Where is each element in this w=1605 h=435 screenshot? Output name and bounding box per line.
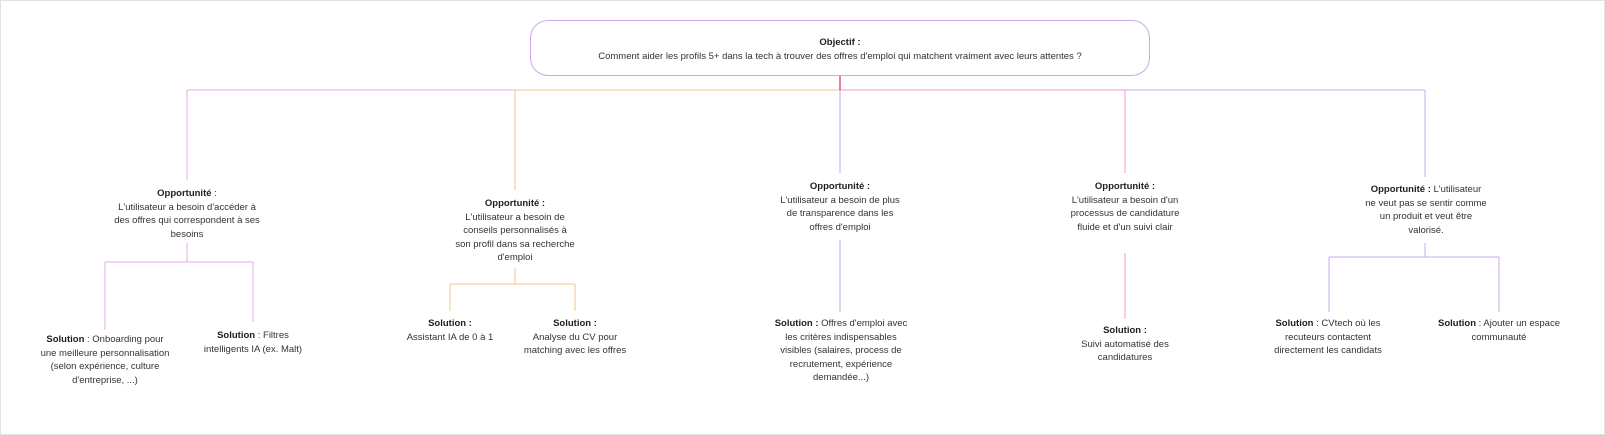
- solution-4-1[interactable]: [1075, 324, 1175, 365]
- solution-5-1-text: CVtech où les recuteurs contactent directement les candidats: [1274, 318, 1382, 356]
- opportunity-node-5[interactable]: [1365, 183, 1487, 237]
- solution-3-1-text: Offres d'emploi avec les critères indispensables visibles (salaires, process de recrutement, expérience demandée...): [780, 318, 908, 383]
- solution-2-1-text: Assistant IA de 0 à 1: [406, 331, 494, 343]
- solution-2-2-text: Analyse du CV pour matching avec les offres: [523, 331, 627, 356]
- solution-2-1-label: Solution :: [428, 318, 472, 329]
- opportunity-node-4[interactable]: [1070, 180, 1180, 234]
- solution-2-1[interactable]: [395, 317, 505, 344]
- solution-1-1-text: Onboarding pour une meilleure personnalisation (selon expérience, culture d'entreprise, ...): [40, 334, 170, 386]
- solution-5-2[interactable]: [1426, 317, 1572, 344]
- solution-4-1-label: Solution :: [1103, 325, 1147, 336]
- solution-5-1[interactable]: [1270, 317, 1386, 358]
- opportunity-1-label: Opportunité: [157, 188, 212, 199]
- opportunity-node-3[interactable]: [780, 180, 900, 234]
- opportunity-node-1[interactable]: [112, 187, 262, 241]
- solution-1-1-label: Solution: [46, 334, 85, 345]
- objective-title: Objectif :: [819, 37, 861, 48]
- solution-1-2-text: Filtres intelligents IA (ex. Malt): [203, 330, 303, 355]
- solution-2-2[interactable]: [515, 317, 635, 358]
- opportunity-node-2[interactable]: [455, 197, 575, 265]
- opportunity-2-label: Opportunité :: [484, 198, 546, 209]
- solution-5-2-text: Ajouter un espace communauté: [1471, 318, 1560, 343]
- opportunity-5-label: Opportunité :: [1370, 184, 1431, 195]
- opportunity-3-label: Opportunité :: [809, 181, 871, 192]
- objective-node[interactable]: [530, 20, 1150, 76]
- solution-1-2[interactable]: [200, 329, 306, 356]
- solution-2-2-label: Solution :: [553, 318, 597, 329]
- solution-3-1-label: Solution :: [774, 318, 819, 329]
- opportunity-2-text: L'utilisateur a besoin de conseils personnalisés à son profil dans sa recherche d'emploi: [455, 211, 575, 263]
- solution-5-2-sep: :: [1476, 318, 1484, 329]
- solution-5-2-label: Solution: [1438, 318, 1476, 329]
- opportunity-1-text: L'utilisateur a besoin d'accéder à des offres qui correspondent à ses besoins: [114, 201, 260, 240]
- solution-5-1-label: Solution: [1275, 318, 1314, 329]
- opportunity-1-sep: :: [211, 188, 217, 199]
- solution-1-1[interactable]: [40, 333, 170, 387]
- solution-4-1-text: Suivi automatisé des candidatures: [1081, 338, 1169, 363]
- solution-5-1-sep: :: [1313, 318, 1322, 329]
- opportunity-4-label: Opportunité :: [1094, 181, 1156, 192]
- solution-1-2-label: Solution: [217, 330, 256, 341]
- opportunity-4-text: L'utilisateur a besoin d'un processus de candidature fluide et d'un suivi clair: [1070, 194, 1180, 233]
- solution-3-1[interactable]: [770, 317, 912, 385]
- objective-text: Comment aider les profils 5+ dans la tech à trouver des offres d'emploi qui matchent vraiment avec leurs attentes ?: [598, 50, 1082, 62]
- opportunity-3-text: L'utilisateur a besoin de plus de transparence dans les offres d'emploi: [780, 194, 900, 233]
- solution-1-2-sep: :: [255, 330, 264, 341]
- opportunity-5-text: L'utilisateur ne veut pas se sentir comme un produit et veut être valorisé.: [1365, 184, 1487, 236]
- solution-1-1-sep: :: [84, 334, 93, 345]
